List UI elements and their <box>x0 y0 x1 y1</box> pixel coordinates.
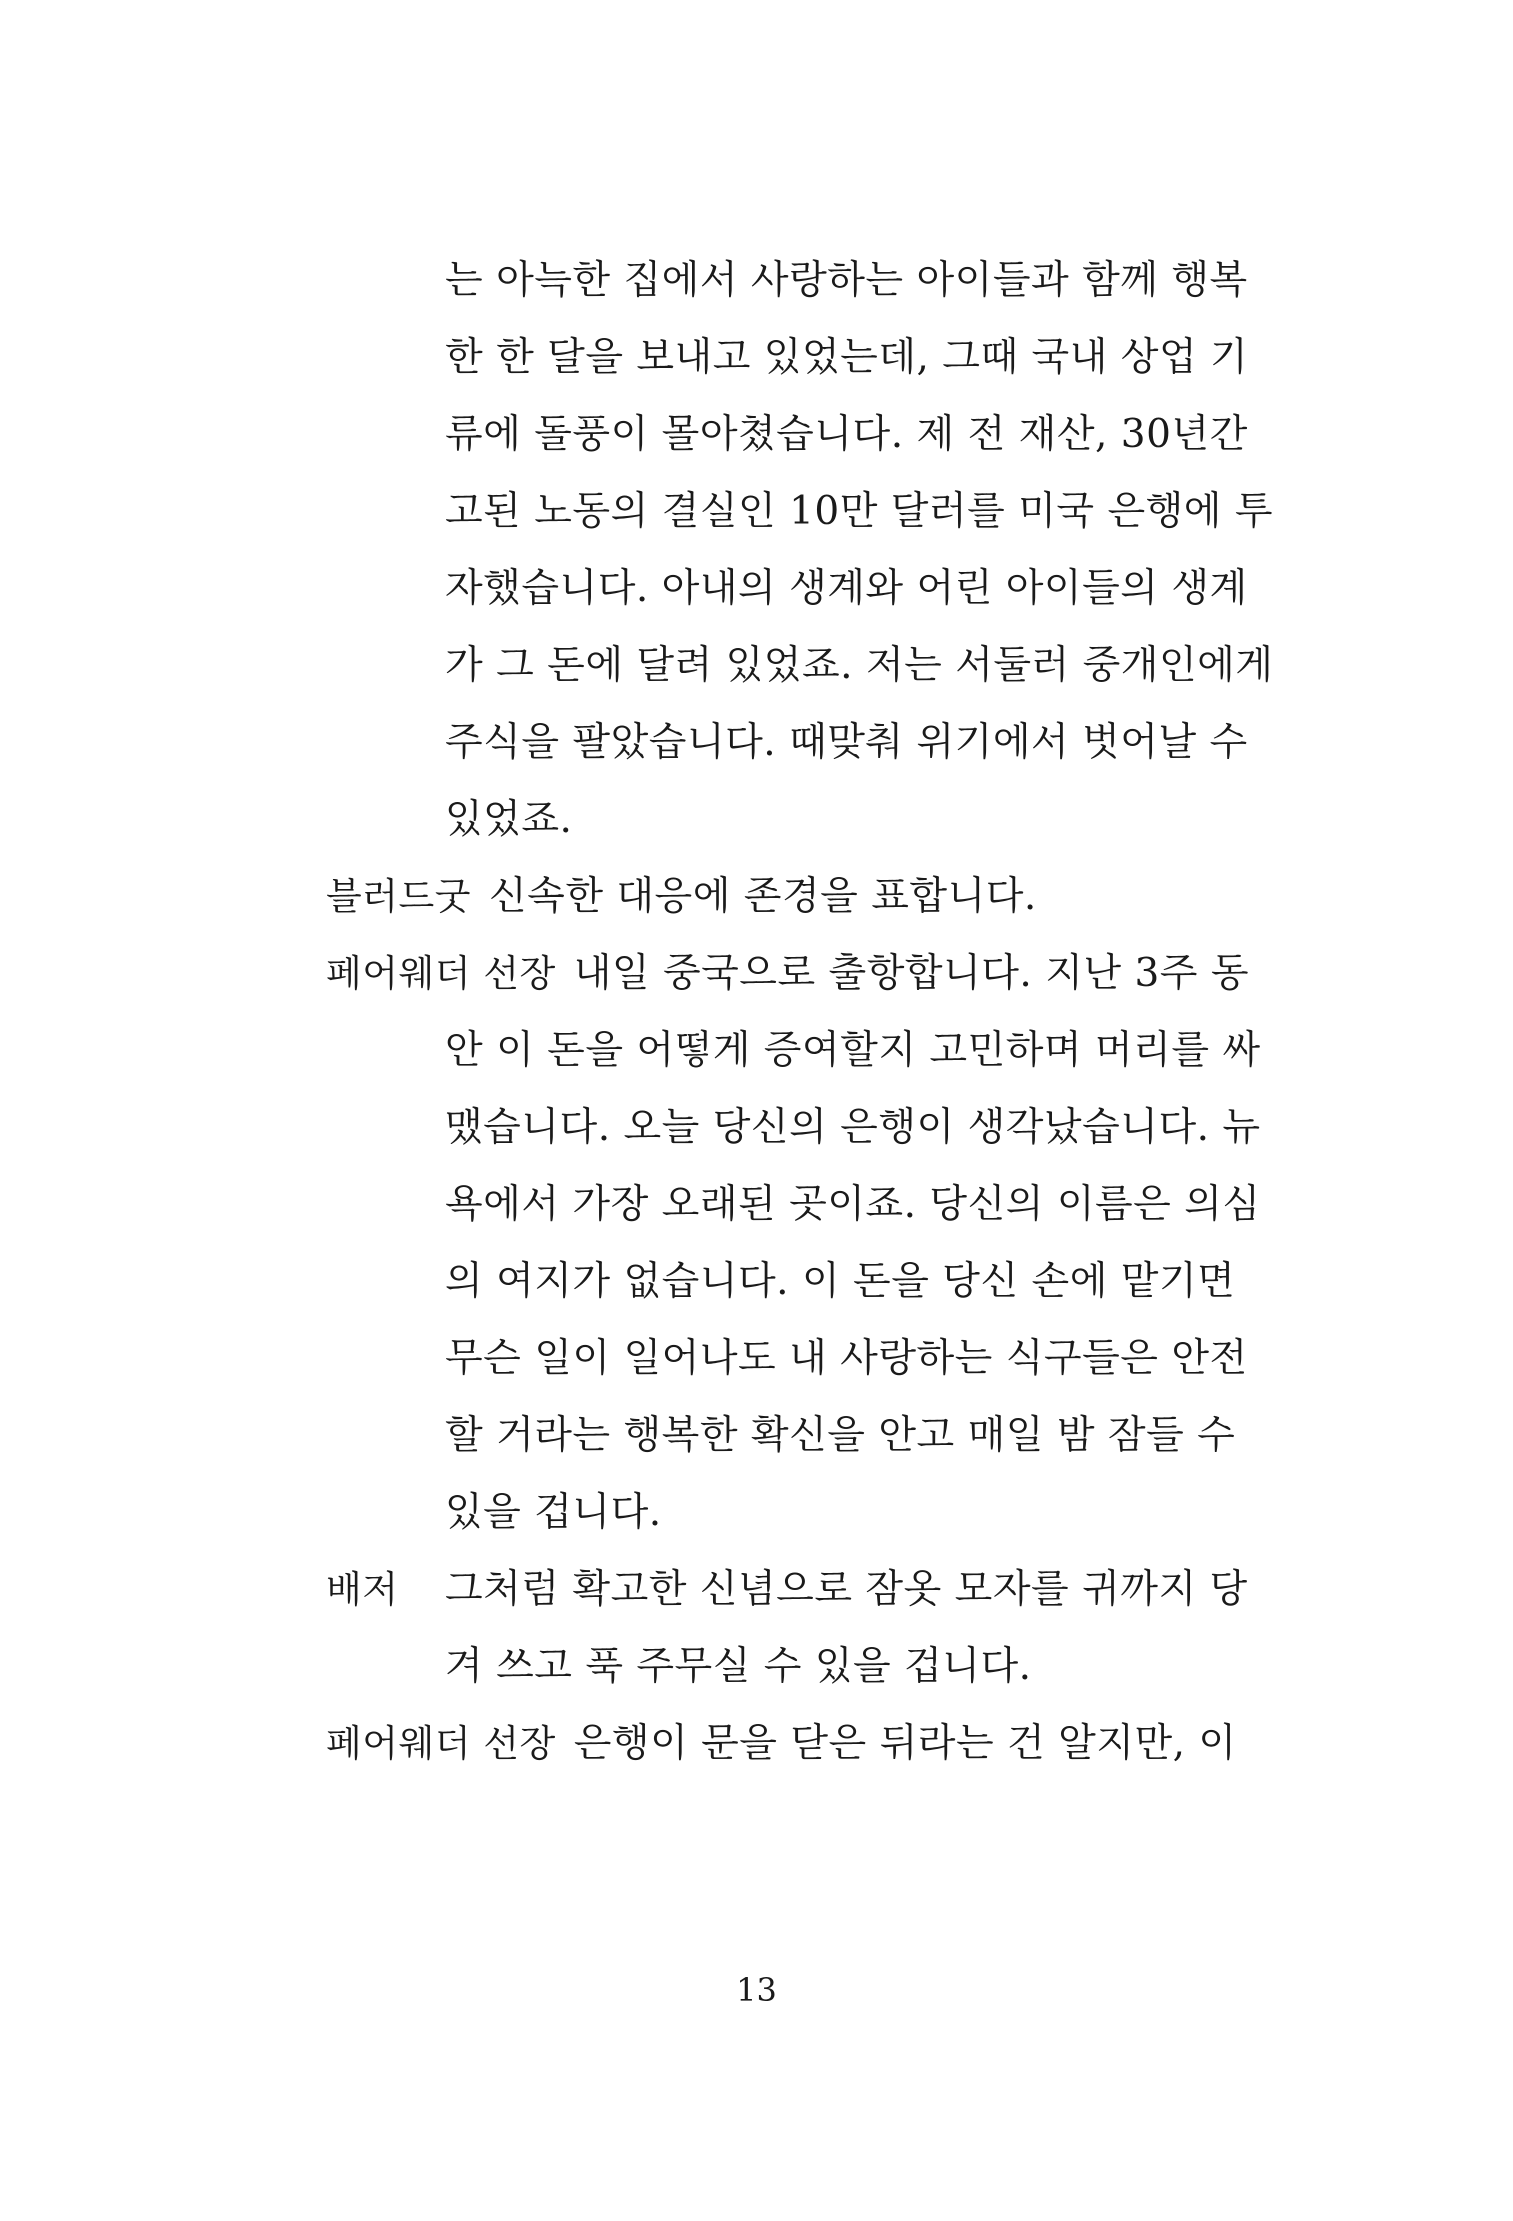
text-line: 있을 겁니다. <box>445 1490 662 1535</box>
text-line: 할 거라는 행복한 확신을 안고 매일 밤 잠들 수 <box>445 1413 1236 1458</box>
dialogue-line <box>326 1562 1248 1618</box>
text-line: 맸습니다. 오늘 당신의 은행이 생각났습니다. 뉴 <box>445 1105 1261 1150</box>
speech-text: 내일 중국으로 출항합니다. 지난 3주 동 <box>573 951 1250 996</box>
text-line: 있었죠. <box>445 797 573 842</box>
text-line: 욕에서 가장 오래된 곳이죠. 당신의 이름은 의심 <box>445 1182 1261 1227</box>
text-line: 무슨 일이 일어나도 내 사랑하는 식구들은 안전 <box>445 1336 1248 1381</box>
speaker-name: 배저 <box>326 1568 399 1611</box>
dialogue-line <box>326 946 1249 1002</box>
text-line: 겨 쓰고 푹 주무실 수 있을 겁니다. <box>445 1644 1032 1689</box>
speech-text: 은행이 문을 닫은 뒤라는 건 알지만, 이 <box>573 1721 1237 1766</box>
text-line: 한 한 달을 보내고 있었는데, 그때 국내 상업 기 <box>445 335 1249 380</box>
text-line: 가 그 돈에 달려 있었죠. 저는 서둘러 중개인에게 <box>445 643 1274 688</box>
text-line: 류에 돌풍이 몰아쳤습니다. 제 전 재산, 30년간 <box>445 412 1248 457</box>
text-line: 의 여지가 없습니다. 이 돈을 당신 손에 맡기면 <box>445 1259 1236 1304</box>
dialogue-line <box>326 869 1037 925</box>
text-line: 고된 노동의 결실인 10만 달러를 미국 은행에 투 <box>445 489 1274 534</box>
speaker-name: 블러드굿 <box>326 875 471 918</box>
speaker-name: 페어웨더 선장 <box>326 1722 556 1765</box>
text-line: 주식을 팔았습니다. 때맞춰 위기에서 벗어날 수 <box>445 720 1248 765</box>
text-line: 자했습니다. 아내의 생계와 어린 아이들의 생계 <box>445 566 1248 611</box>
dialogue-line <box>326 1716 1237 1772</box>
page-number: 13 <box>736 1971 777 2009</box>
speaker-name: 페어웨더 선장 <box>326 952 556 995</box>
speech-text: 신속한 대응에 존경을 표합니다. <box>488 874 1037 919</box>
text-line: 는 아늑한 집에서 사랑하는 아이들과 함께 행복 <box>445 258 1248 303</box>
text-line: 안 이 돈을 어떻게 증여할지 고민하며 머리를 싸 <box>445 1028 1261 1073</box>
speech-text: 그처럼 확고한 신념으로 잠옷 모자를 귀까지 당 <box>445 1567 1248 1612</box>
